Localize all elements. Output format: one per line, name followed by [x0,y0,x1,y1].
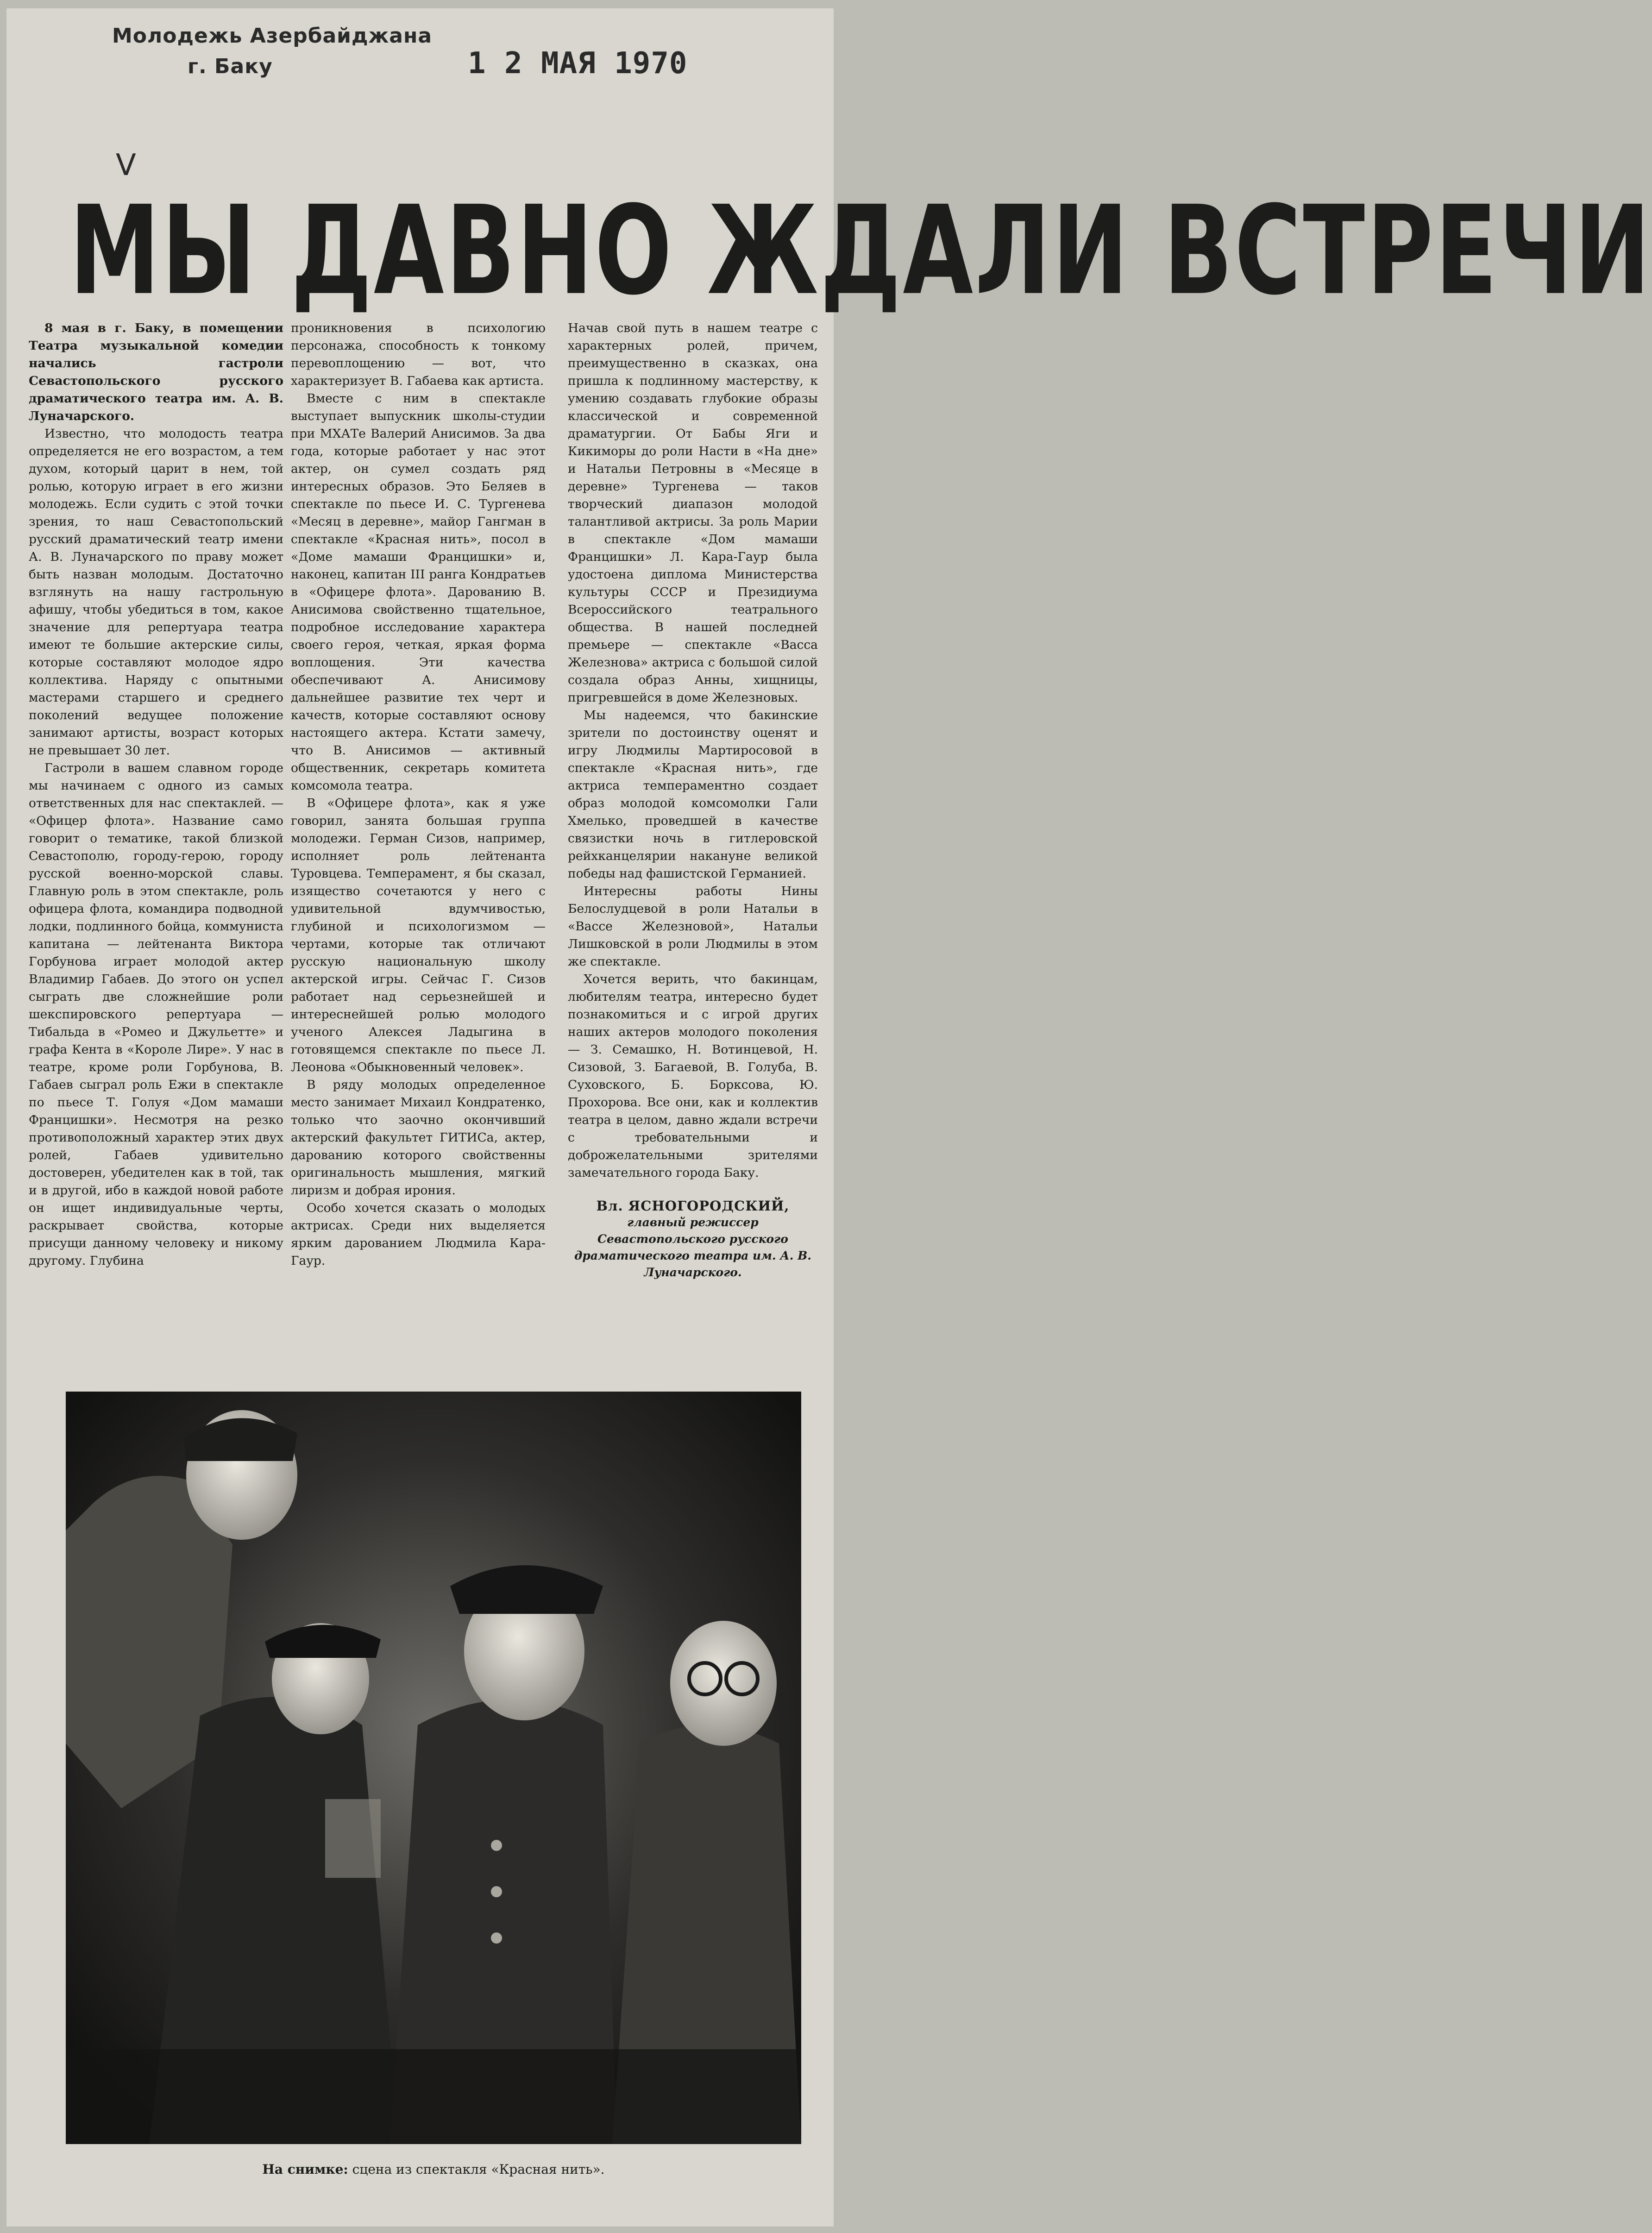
source-stamp-line2: г. Баку [188,55,273,78]
photo-caption [66,2162,801,2177]
paragraph: Известно, что молодость театра определяется не его возрастом, а тем духом, который царит в нем, той ролью, которую играет в его жизни молодежь. Если судить с этой точки зрения, то наш Севастопольский русский драматический театр имени А. В. Луначарского по праву может быть назван молодым. Достаточно взглянуть на нашу гастрольную афишу, чтобы убедиться в том, какое значение для репертуара театра имеют те большие актерские силы, которые составляют молодое ядро коллектива. Наряду с опытными мастерами старшего и среднего поколений ведущее положение занимают артисты, возраст которых не превышает 30 лет. [29,427,283,758]
paragraph: Интересны работы Нины Белослудцевой в роли Натальи в «Вассе Железновой», Натальи Лишковской в роли Людмилы в этом же спектакле. [568,884,818,969]
check-mark: V [116,148,137,182]
paragraph: Особо хочется сказать о молодых актрисах. Среди них выделяется ярким дарованием Людмила Кара-Гаур. [291,1201,546,1268]
paragraph: проникновения в психологию персонажа, способность к тонкому перевоплощению — вот, что характеризует В. Габаева как артиста. [291,321,546,388]
article-column-3 [568,320,818,1281]
headline: МЫ ДАВНО ЖДАЛИ ВСТРЕЧИ [69,180,1652,323]
paragraph: Гастроли в вашем славном городе мы начинаем с одного из самых ответственных для нас спектаклей. — «Офицер флота». Название само говорит о тематике, такой близкой Севастополю, городу-герою, городу русской военно-морской славы. Главную роль в этом спектакле, роль офицера флота, командира подводной лодки, подлинного бойца, коммуниста капитана — лейтенанта Виктора Горбунова играет молодой актер Владимир Габаев. До этого он успел сыграть две сложнейшие роли шекспировского репертуара — Тибальда в «Ромео и Джульетте» и графа Кента в «Короле Лире». У нас в театре, кроме роли Горбунова, В. Габаев сыграл роль Ежи в спектакле по пьесе Т. Голуя «Дом мамаши Францишки». Несмотря на резко противоположный характер этих двух ролей, Габаев удивительно достоверен, убедителен как в той, так и в другой, ибо в каждой новой работе он ищет индивидуальные черты, раскрывает свойства, которые присущи данному человеку и никому другому. Глубина [29,761,283,1268]
paragraph: Мы надеемся, что бакинские зрители по достоинству оценят и игру Людмилы Мартиросовой в спектакле «Красная нить», где актриса темпераментно создает образ молодой комсомолки Гали Хмелько, проведшей в качестве связистки ночь в гитлеровской рейхканцелярии накануне великой победы над фашистской Германией. [568,708,818,881]
paragraph: Хочется верить, что бакинцам, любителям театра, интересно будет познакомиться и с игрой других наших актеров молодого поколения — З. Семашко, Н. Вотинцевой, Н. Сизовой, З. Багаевой, В. Голуба, В. Суховского, Б. Борксова, Ю. Прохорова. Все они, как и коллектив театра в целом, давно ждали встречи с требовательными и доброжелательными зрителями замечательного города Баку. [568,972,818,1180]
author-signature [568,1198,818,1281]
article-column-2 [291,320,546,1270]
paragraph: Вместе с ним в спектакле выступает выпускник школы-студии при МХАТе Валерий Анисимов. За два года, которые работает у нас этот актер, он сумел создать ряд интересных образов. Это Беляев в спектакле по пьесе И. С. Тургенева «Месяц в деревне», майор Гангман в спектакле «Красная нить», посол в «Доме мамаши Францишки» и, наконец, капитан III ранга Кондратьев в «Офицере флота». Дарованию В. Анисимова свойственно тщательное, подробное исследование характера своего героя, четкая, яркая форма воплощения. Эти качества обеспечивают А. Анисимову дальнейшее развитие тех черт и качеств, которые составляют основу настоящего актера. Кстати замечу, что В. Анисимов — активный общественник, секретарь комитета комсомола театра. [291,391,546,793]
date-stamp: 1 2 МАЯ 1970 [468,46,688,81]
article-column-1 [29,320,283,1270]
caption-text: сцена из спектакля «Красная нить». [352,2162,605,2177]
author-title: главный режиссер Севастопольского русского драматического театра им. А. В. Луначарского. [574,1216,812,1279]
article-lead: 8 мая в г. Баку, в помещении Театра музыкальной комедии начались гастроли Севастопольского русского драматического театра им. А. В. Луначарского. [29,321,283,423]
caption-label: На снимке: [262,2162,348,2177]
stage-photo-illustration [66,1392,801,2144]
paragraph: Начав свой путь в нашем театре с характерных ролей, причем, преимущественно в сказках, она пришла к подлинному мастерству, к умению создавать глубокие образы классической и современной драматургии. От Бабы Яги и Кикиморы до роли Насти в «На дне» и Натальи Петровны в «Месяце в деревне» Тургенева — таков творческий диапазон молодой талантливой актрисы. За роль Марии в спектакле «Дом мамаши Францишки» Л. Кара-Гаур была удостоена диплома Министерства культуры СССР и Президиума Всероссийского театрального общества. В нашей последней премьере — спектакле «Васса Железнова» актриса с большой силой создала образ Анны, хищницы, пригревшейся в доме Железновых. [568,321,818,705]
paragraph: В ряду молодых определенное место занимает Михаил Кондратенко, только что заочно окончивший актерский факультет ГИТИСа, актер, дарованию которого свойственны оригинальность мышления, мягкий лиризм и добрая ирония. [291,1078,546,1198]
author-name: Вл. ЯСНОГОРОДСКИЙ, [596,1198,790,1214]
source-stamp-line1: Молодежь Азербайджана [112,24,433,48]
paragraph: В «Офицере флота», как я уже говорил, занята большая группа молодежи. Герман Сизов, например, исполняет роль лейтенанта Туровцева. Темперамент, я бы сказал, изящество сочетаются у него с удивительной вдумчивостью, глубиной и психологизмом — чертами, которые так отличают русскую национальную школу актерской игры. Сейчас Г. Сизов работает над серьезнейшей и интереснейшей ролью молодого ученого Алексея Ладыгина в готовящемся спектакле по пьесе Л. Леонова «Обыкновенный человек». [291,796,546,1074]
stage-photo [66,1392,801,2144]
